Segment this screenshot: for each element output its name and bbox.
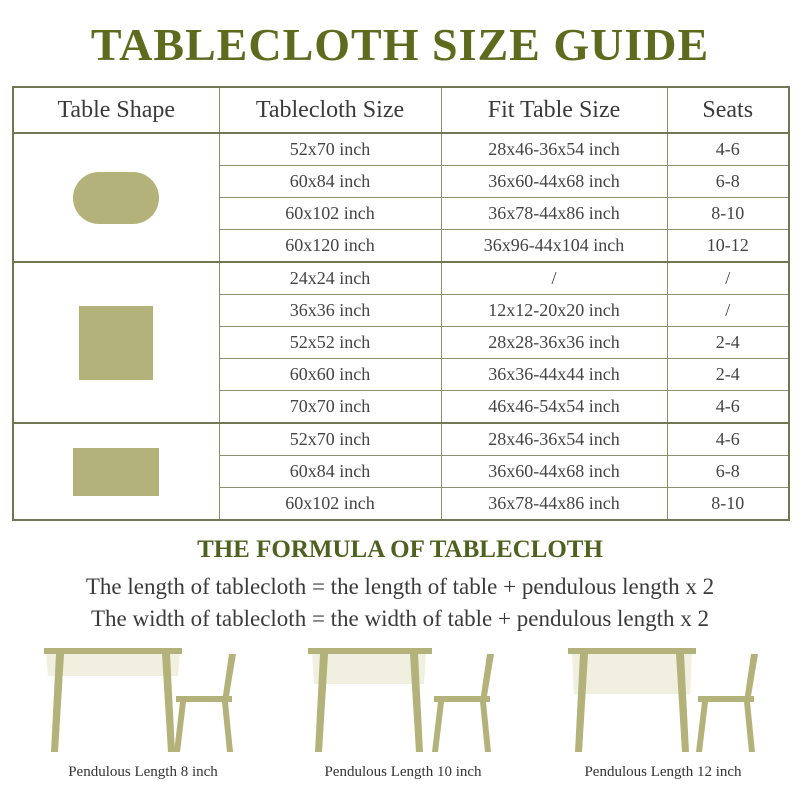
tablecloth-size-cell: 36x36 inch <box>219 295 441 327</box>
pendulous-caption-12: Pendulous Length 12 inch <box>584 764 742 780</box>
chair-leg <box>696 702 708 752</box>
shape-cell-rectangle <box>13 423 219 520</box>
tablecloth-size-cell: 60x120 inch <box>219 230 441 263</box>
seats-cell: 6-8 <box>667 456 789 488</box>
header-fit-table-size: Fit Table Size <box>441 87 667 133</box>
table-top <box>44 648 182 654</box>
fit-size-cell: 36x36-44x44 inch <box>441 359 667 391</box>
tablecloth-size-cell: 60x84 inch <box>219 456 441 488</box>
fit-size-cell: 28x46-36x54 inch <box>441 133 667 166</box>
tablecloth-shape <box>312 652 426 684</box>
tablecloth-shape <box>46 652 180 676</box>
rectangle-table-shape-icon <box>73 448 159 496</box>
table-chair-illustration-10 <box>304 640 514 758</box>
chair-back <box>744 654 758 702</box>
chair-seat <box>434 696 490 702</box>
seats-cell: 4-6 <box>667 133 789 166</box>
header-tablecloth-size: Tablecloth Size <box>219 87 441 133</box>
seats-cell: 10-12 <box>667 230 789 263</box>
chair-leg <box>432 702 444 752</box>
tablecloth-size-cell: 60x84 inch <box>219 166 441 198</box>
fit-size-cell: 36x60-44x68 inch <box>441 166 667 198</box>
fit-size-cell: 28x46-36x54 inch <box>441 423 667 456</box>
table-chair-illustration-8 <box>38 640 248 758</box>
seats-cell: / <box>667 262 789 295</box>
tablecloth-size-cell: 52x70 inch <box>219 423 441 456</box>
tablecloth-shape <box>572 652 692 694</box>
fit-size-cell: 36x78-44x86 inch <box>441 488 667 521</box>
seats-cell: 8-10 <box>667 198 789 230</box>
fit-size-cell: / <box>441 262 667 295</box>
fit-size-cell: 36x60-44x68 inch <box>441 456 667 488</box>
fit-size-cell: 36x96-44x104 inch <box>441 230 667 263</box>
table-chair-icon <box>304 640 514 758</box>
header-table-shape: Table Shape <box>13 87 219 133</box>
fit-size-cell: 12x12-20x20 inch <box>441 295 667 327</box>
formula-length-line: The length of tablecloth = the length of table + pendulous length x 2 <box>85 574 715 599</box>
table-top <box>308 648 432 654</box>
oval-table-shape-icon <box>73 172 159 224</box>
seats-cell: 2-4 <box>667 359 789 391</box>
table-row <box>13 423 789 456</box>
table-row <box>13 262 789 295</box>
fit-size-cell: 36x78-44x86 inch <box>441 198 667 230</box>
table-chair-icon <box>566 640 776 758</box>
seats-cell: 4-6 <box>667 391 789 424</box>
chair-leg <box>480 702 491 752</box>
table-row <box>13 133 789 166</box>
table-chair-illustration-12 <box>566 640 776 758</box>
formula-title: THE FORMULA OF TABLECLOTH <box>197 536 603 563</box>
formula-width-line: The width of tablecloth = the width of table + pendulous length x 2 <box>90 606 710 631</box>
tablecloth-size-cell: 60x102 inch <box>219 198 441 230</box>
table-header-row <box>13 87 789 133</box>
fit-size-cell: 46x46-54x54 inch <box>441 391 667 424</box>
seats-cell: / <box>667 295 789 327</box>
tablecloth-size-cell: 52x52 inch <box>219 327 441 359</box>
size-guide-table <box>12 86 790 521</box>
seats-cell: 4-6 <box>667 423 789 456</box>
chair-seat <box>698 696 754 702</box>
fit-size-cell: 28x28-36x36 inch <box>441 327 667 359</box>
table-chair-icon <box>38 640 248 758</box>
tablecloth-size-cell: 60x60 inch <box>219 359 441 391</box>
tablecloth-size-cell: 24x24 inch <box>219 262 441 295</box>
seats-cell: 6-8 <box>667 166 789 198</box>
tablecloth-size-cell: 70x70 inch <box>219 391 441 424</box>
pendulous-caption-10: Pendulous Length 10 inch <box>324 764 482 780</box>
seats-cell: 2-4 <box>667 327 789 359</box>
chair-leg <box>744 702 755 752</box>
header-seats: Seats <box>667 87 789 133</box>
table-top <box>568 648 696 654</box>
chair-seat <box>176 696 232 702</box>
chair-back <box>222 654 236 702</box>
shape-cell-square <box>13 262 219 423</box>
chair-leg <box>174 702 186 752</box>
tablecloth-size-cell: 52x70 inch <box>219 133 441 166</box>
square-table-shape-icon <box>79 306 153 380</box>
page-title: TABLECLOTH SIZE GUIDE <box>90 19 710 70</box>
shape-cell-oval <box>13 133 219 262</box>
pendulous-caption-8: Pendulous Length 8 inch <box>68 764 218 780</box>
chair-leg <box>222 702 233 752</box>
chair-back <box>480 654 494 702</box>
seats-cell: 8-10 <box>667 488 789 521</box>
tablecloth-size-cell: 60x102 inch <box>219 488 441 521</box>
